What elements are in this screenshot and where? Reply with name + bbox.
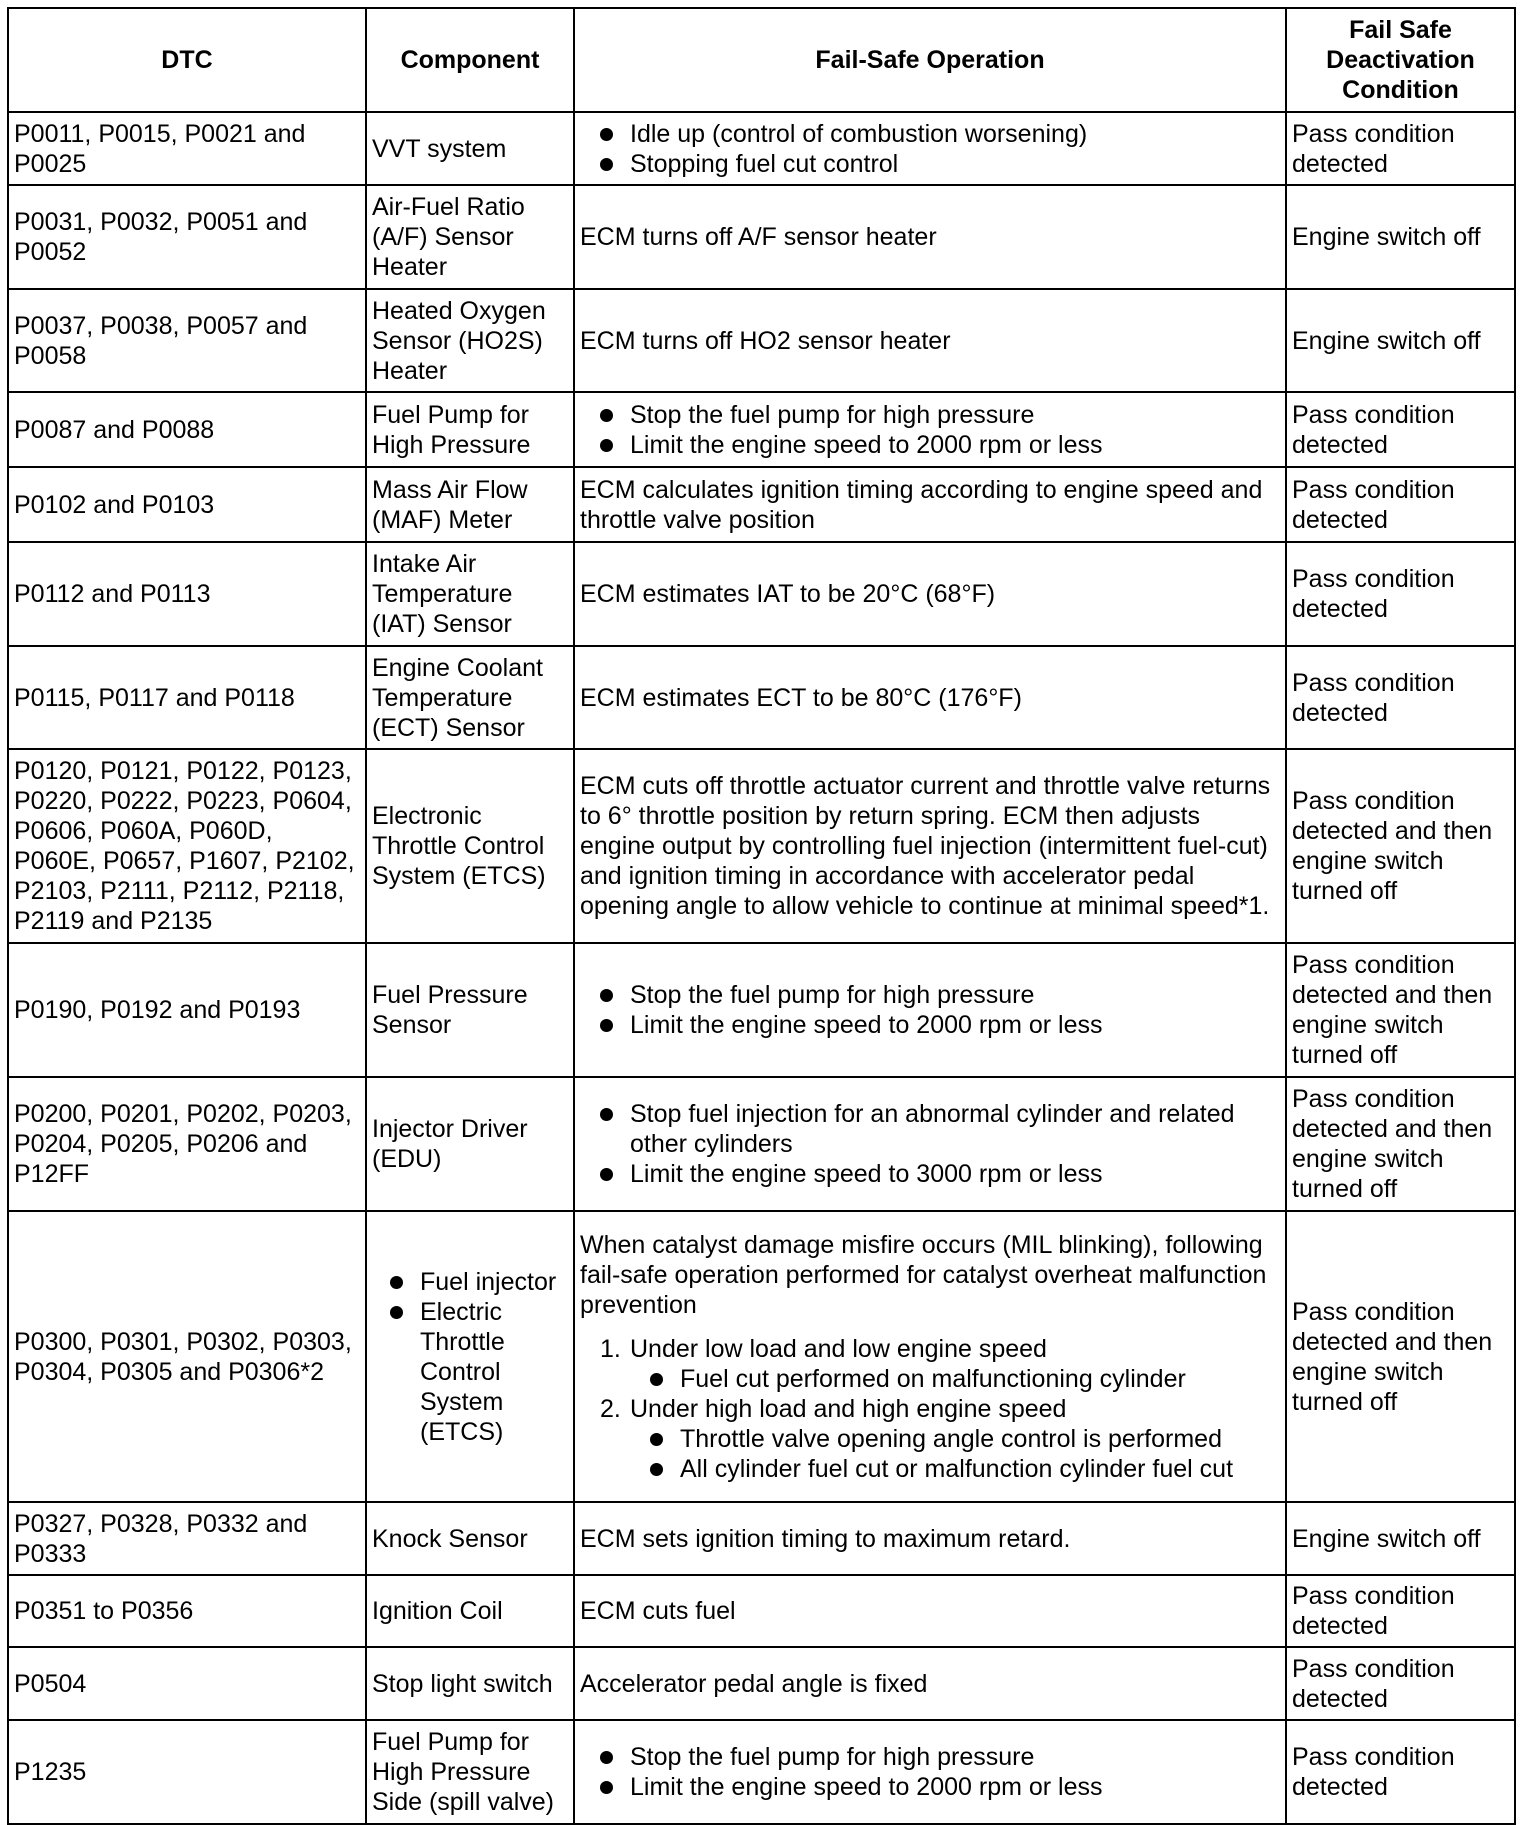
operation-bullet: Limit the engine speed to 3000 rpm or less	[600, 1159, 1280, 1189]
operation-cell	[574, 392, 1286, 467]
deactivation-cell: Pass condition detected and then engine switch turned off	[1286, 1077, 1515, 1211]
component-cell: Fuel Pump for High Pressure	[366, 392, 574, 467]
deactivation-cell: Pass condition detected	[1286, 542, 1515, 646]
operation-bullet: Stop the fuel pump for high pressure	[600, 1742, 1280, 1772]
operation-bullet: Stop the fuel pump for high pressure	[600, 400, 1280, 430]
operation-bullet: Stop the fuel pump for high pressure	[600, 980, 1280, 1010]
component-bullet: Fuel injector	[390, 1267, 568, 1297]
operation-intro: When catalyst damage misfire occurs (MIL blinking), following fail-safe operation performed for catalyst overheat malfunction prevention	[580, 1230, 1267, 1319]
table-row	[8, 185, 1515, 289]
operation-cell: ECM sets ignition timing to maximum retard.	[574, 1502, 1286, 1575]
deactivation-cell: Engine switch off	[1286, 289, 1515, 392]
table-row	[8, 646, 1515, 749]
deactivation-cell: Pass condition detected	[1286, 1575, 1515, 1647]
component-cell: Mass Air Flow (MAF) Meter	[366, 467, 574, 542]
table-row	[8, 392, 1515, 467]
dtc-cell: P1235	[8, 1720, 366, 1824]
component-cell: Fuel Pressure Sensor	[366, 943, 574, 1077]
step-number: 2.	[600, 1394, 621, 1423]
component-cell: VVT system	[366, 112, 574, 185]
step-bullet-list	[630, 1424, 1280, 1484]
component-bullet: Electric Throttle Control System (ETCS)	[390, 1297, 568, 1447]
step-number: 1.	[600, 1334, 621, 1363]
step-bullet: Fuel cut performed on malfunctioning cylinder	[650, 1364, 1280, 1394]
fail-safe-table	[7, 7, 1516, 1825]
dtc-cell: P0037, P0038, P0057 and P0058	[8, 289, 366, 392]
header-component: Component	[366, 8, 574, 112]
operation-bullet: Limit the engine speed to 2000 rpm or less	[600, 1772, 1280, 1802]
operation-cell	[574, 1077, 1286, 1211]
dtc-cell: P0504	[8, 1647, 366, 1720]
dtc-cell: P0115, P0117 and P0118	[8, 646, 366, 749]
operation-cell: ECM turns off HO2 sensor heater	[574, 289, 1286, 392]
deactivation-cell: Pass condition detected	[1286, 467, 1515, 542]
operation-bullet-list	[580, 119, 1280, 179]
operation-bullet: Limit the engine speed to 2000 rpm or less	[600, 430, 1280, 460]
step-text: Under high load and high engine speed	[630, 1394, 1067, 1423]
component-cell	[366, 1211, 574, 1502]
component-cell: Engine Coolant Temperature (ECT) Sensor	[366, 646, 574, 749]
operation-step	[600, 1334, 1280, 1394]
operation-cell	[574, 1211, 1286, 1502]
operation-cell: Accelerator pedal angle is fixed	[574, 1647, 1286, 1720]
component-cell: Heated Oxygen Sensor (HO2S) Heater	[366, 289, 574, 392]
dtc-cell: P0300, P0301, P0302, P0303, P0304, P0305 and P0306*2	[8, 1211, 366, 1502]
deactivation-cell: Pass condition detected	[1286, 646, 1515, 749]
step-bullet: Throttle valve opening angle control is performed	[650, 1424, 1280, 1454]
header-deactivation-condition: Fail Safe Deactivation Condition	[1286, 8, 1515, 112]
operation-cell: ECM cuts fuel	[574, 1575, 1286, 1647]
dtc-cell: P0031, P0032, P0051 and P0052	[8, 185, 366, 289]
table-row	[8, 542, 1515, 646]
dtc-cell: P0351 to P0356	[8, 1575, 366, 1647]
dtc-cell: P0200, P0201, P0202, P0203, P0204, P0205, P0206 and P12FF	[8, 1077, 366, 1211]
component-cell: Injector Driver (EDU)	[366, 1077, 574, 1211]
operation-bullet-list	[580, 1099, 1280, 1189]
dtc-cell: P0327, P0328, P0332 and P0333	[8, 1502, 366, 1575]
deactivation-cell: Pass condition detected	[1286, 1720, 1515, 1824]
dtc-cell: P0190, P0192 and P0193	[8, 943, 366, 1077]
table-row	[8, 289, 1515, 392]
operation-bullet: Stopping fuel cut control	[600, 149, 1280, 179]
table-row	[8, 943, 1515, 1077]
table-row	[8, 749, 1515, 943]
component-cell: Electronic Throttle Control System (ETCS)	[366, 749, 574, 943]
step-text: Under low load and low engine speed	[630, 1334, 1047, 1363]
operation-cell: ECM cuts off throttle actuator current and throttle valve returns to 6° throttle position by return spring. ECM then adjusts engine output by controlling fuel injection (intermittent fuel-cut) and ignition timing in accordance with accelerator pedal opening angle to allow vehicle to continue at minimal speed*1.	[574, 749, 1286, 943]
operation-bullet: Limit the engine speed to 2000 rpm or less	[600, 1010, 1280, 1040]
component-cell: Knock Sensor	[366, 1502, 574, 1575]
table-row	[8, 1575, 1515, 1647]
deactivation-cell: Pass condition detected	[1286, 392, 1515, 467]
table-row	[8, 1720, 1515, 1824]
table-row	[8, 1077, 1515, 1211]
operation-cell	[574, 112, 1286, 185]
deactivation-cell: Pass condition detected	[1286, 1647, 1515, 1720]
operation-bullet-list	[580, 1742, 1280, 1802]
deactivation-cell: Pass condition detected and then engine switch turned off	[1286, 1211, 1515, 1502]
operation-cell	[574, 943, 1286, 1077]
header-dtc: DTC	[8, 8, 366, 112]
step-bullet: All cylinder fuel cut or malfunction cylinder fuel cut	[650, 1454, 1280, 1484]
operation-bullet-list	[580, 400, 1280, 460]
operation-cell	[574, 1720, 1286, 1824]
dtc-cell: P0087 and P0088	[8, 392, 366, 467]
operation-cell: ECM estimates IAT to be 20°C (68°F)	[574, 542, 1286, 646]
operation-step	[600, 1394, 1280, 1484]
dtc-cell: P0102 and P0103	[8, 467, 366, 542]
dtc-cell: P0112 and P0113	[8, 542, 366, 646]
deactivation-cell: Pass condition detected and then engine switch turned off	[1286, 749, 1515, 943]
component-cell: Intake Air Temperature (IAT) Sensor	[366, 542, 574, 646]
deactivation-cell: Engine switch off	[1286, 185, 1515, 289]
operation-bullet-list	[580, 980, 1280, 1040]
dtc-cell: P0011, P0015, P0021 and P0025	[8, 112, 366, 185]
operation-bullet: Stop fuel injection for an abnormal cylinder and related other cylinders	[600, 1099, 1280, 1159]
operation-bullet: Idle up (control of combustion worsening)	[600, 119, 1280, 149]
deactivation-cell: Pass condition detected	[1286, 112, 1515, 185]
component-cell: Stop light switch	[366, 1647, 574, 1720]
table-row	[8, 467, 1515, 542]
table-row	[8, 112, 1515, 185]
table-row	[8, 1502, 1515, 1575]
operation-cell: ECM estimates ECT to be 80°C (176°F)	[574, 646, 1286, 749]
component-cell: Air-Fuel Ratio (A/F) Sensor Heater	[366, 185, 574, 289]
component-cell: Ignition Coil	[366, 1575, 574, 1647]
deactivation-cell: Pass condition detected and then engine switch turned off	[1286, 943, 1515, 1077]
header-row	[8, 8, 1515, 112]
dtc-cell: P0120, P0121, P0122, P0123, P0220, P0222, P0223, P0604, P0606, P060A, P060D, P060E, P0657, P1607, P2102, P2103, P2111, P2112, P2118, P2119 and P2135	[8, 749, 366, 943]
table-row	[8, 1211, 1515, 1502]
header-fail-safe-operation: Fail-Safe Operation	[574, 8, 1286, 112]
component-bullet-list	[372, 1267, 568, 1447]
operation-cell: ECM turns off A/F sensor heater	[574, 185, 1286, 289]
step-bullet-list	[630, 1364, 1280, 1394]
table-row	[8, 1647, 1515, 1720]
component-cell: Fuel Pump for High Pressure Side (spill valve)	[366, 1720, 574, 1824]
operation-step-list	[580, 1334, 1280, 1484]
operation-cell: ECM calculates ignition timing according to engine speed and throttle valve position	[574, 467, 1286, 542]
deactivation-cell: Engine switch off	[1286, 1502, 1515, 1575]
